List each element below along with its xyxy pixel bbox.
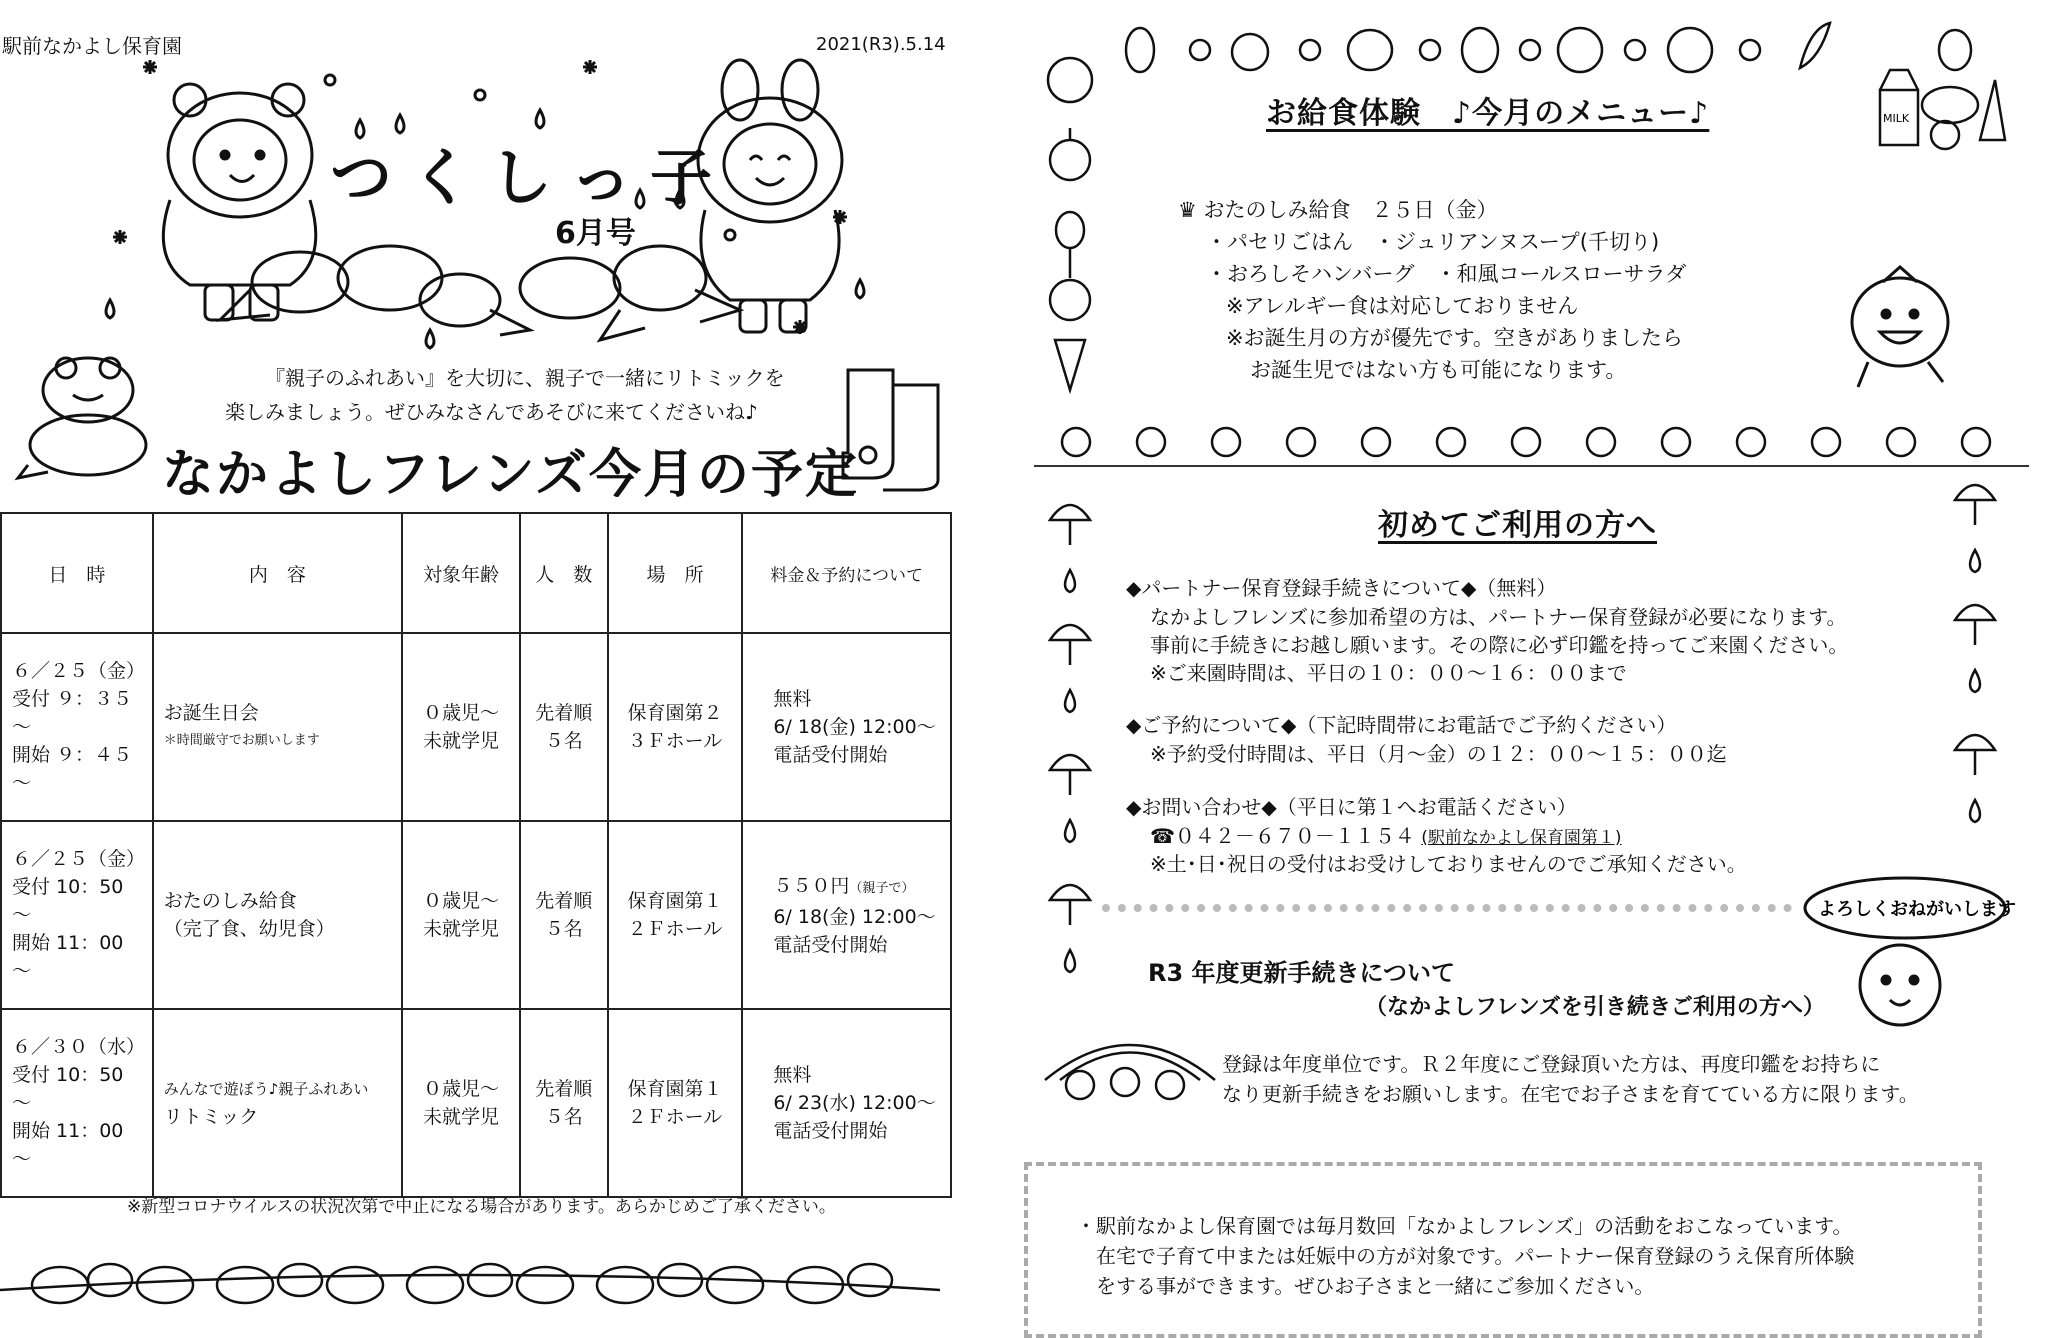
notice-line: をする事ができます。ぜひお子さまと一緒にご参加ください。 (1096, 1274, 1655, 1298)
reservation-title: ◆ご予約について◆（下記時間帯にお電話でご予約ください） (1126, 713, 1677, 737)
event-name: お誕生日会 (163, 702, 259, 724)
table-row (1, 821, 951, 1009)
renewal-subtitle: （なかよしフレンズを引き続きご利用の方へ） (1365, 995, 1825, 1020)
cell-place (608, 821, 743, 1009)
fee-amount: 無料 (773, 1064, 812, 1086)
age-to: 未就学児 (422, 730, 499, 752)
cell-datetime (1, 821, 153, 1009)
first-time-heading: 初めてご利用の方へ (1378, 508, 1657, 543)
cell-content (153, 1009, 402, 1197)
intro-line-2: 楽しみましょう。ぜひみなさんであそびに来てくださいね♪ (225, 400, 758, 424)
booking-start: 6/ 18(金) 12:00～ (773, 905, 936, 928)
cell-fee (742, 633, 951, 821)
place-room: ２Ｆホール (627, 1106, 723, 1128)
notice-line: ・駅前なかよし保育園では毎月数回「なかよしフレンズ」の活動をおこなっています。 (1076, 1214, 1853, 1238)
contact-title: ◆お問い合わせ◆（平日に第１へお電話ください） (1126, 795, 1577, 819)
place-room: ２Ｆホール (627, 918, 723, 940)
cell-capacity (520, 821, 608, 1009)
covid-note: ※新型コロナウイルスの状況次第で中止になる場合があります。あらかじめご了承ください。 (127, 1197, 836, 1217)
event-date: ６／２５（金） (12, 848, 146, 870)
event-note: ＊時間厳守でお願いします (163, 733, 320, 748)
fee-note: （親子で） (849, 880, 915, 896)
capacity-type: 先着順 (535, 890, 593, 912)
cell-place (608, 633, 743, 821)
meal-heading: お給食体験 ♪今月のメニュー♪ (1266, 96, 1710, 131)
age-from: ０歳児～ (422, 890, 499, 912)
event-name: リトミック (163, 1106, 259, 1128)
table-row (1, 1009, 951, 1197)
place-building: 保育園第１ (627, 1078, 723, 1100)
issue-number: 6月号 (555, 216, 636, 251)
kitchen-tools-column (1040, 50, 1100, 410)
contact-note: ※土･日･祝日の受付はお受けしておりませんのでご承知ください。 (1150, 852, 1747, 876)
meal-line: ♛ おたのしみ給食 ２５日（金） (1178, 198, 1498, 222)
tomato-mascot-icon (1848, 262, 1958, 392)
rainbow-kids-icon (1035, 1020, 1225, 1120)
booking-method: 電話受付開始 (773, 1120, 888, 1142)
reception-time: 受付 ９：３５～ (12, 688, 133, 738)
table-row (1, 633, 951, 821)
renewal-line: 登録は年度単位です。Ｒ２年度にご登録頂いた方は、再度印鑑をお持ちに (1222, 1052, 1881, 1076)
schedule-heading: なかよしフレンズ今月の予定 (162, 445, 860, 505)
cell-age (402, 821, 520, 1009)
greeting-bubble-text: よろしくおねがいします (1818, 899, 2016, 920)
groceries-icon (1875, 30, 2015, 150)
place-building: 保育園第１ (627, 890, 723, 912)
fee-amount: 無料 (773, 688, 812, 710)
meal-line: ・パセリごはん ・ジュリアンヌスープ(千切り) (1206, 230, 1660, 254)
section-divider (1034, 465, 2029, 467)
age-to: 未就学児 (422, 1106, 499, 1128)
reservation-line: ※予約受付時間は、平日（月～金）の１２：００～１５：００迄 (1150, 742, 1727, 766)
umbrella-column-left (1040, 490, 1100, 990)
intro-line-1: 『親子のふれあい』を大切に、親子で一緒にリトミックを (265, 366, 785, 390)
partner-line: なかよしフレンズに参加希望の方は、パートナー保育登録が必要になります。 (1150, 605, 1847, 629)
cell-age (402, 1009, 520, 1197)
newsletter-title: つくしっ子 (330, 141, 731, 214)
umbrella-column-right (1945, 470, 2005, 870)
phone-label: (駅前なかよし保育園第１) (1421, 828, 1622, 848)
col-header-capacity: 人 数 (520, 513, 608, 633)
event-name: おたのしみ給食 (163, 890, 297, 912)
cell-datetime (1, 633, 153, 821)
event-subtitle: （完了食、幼児食） (163, 918, 335, 940)
greeting-character-icon (1800, 870, 2016, 1040)
kids-eating-border (1036, 420, 2026, 470)
partner-line: 事前に手続きにお越し願います。その際に必ず印鑑を持ってご来園ください。 (1150, 633, 1849, 657)
booking-method: 電話受付開始 (773, 744, 888, 766)
cell-fee (742, 1009, 951, 1197)
booking-method: 電話受付開始 (773, 933, 888, 956)
col-header-place: 場 所 (608, 513, 743, 633)
reception-time: 受付 10：50～ (12, 876, 124, 926)
org-name: 駅前なかよし保育園 (2, 34, 182, 58)
age-from: ０歳児～ (422, 1078, 499, 1100)
meal-line: ※アレルギー食は対応しておりません (1226, 294, 1579, 318)
age-to: 未就学児 (422, 918, 499, 940)
start-time: 開始 11：00～ (12, 932, 124, 982)
notice-line: 在宅で子育て中または妊娠中の方が対象です。パートナー保育登録のうえ保育所体験 (1096, 1244, 1855, 1268)
meal-line: ※お誕生月の方が優先です。空きがありましたら (1226, 326, 1683, 350)
partner-line: ※ご来園時間は、平日の１０：００～１６：００まで (1150, 661, 1627, 685)
start-time: 開始 11：00～ (12, 1120, 124, 1170)
dotted-separator (1102, 904, 1792, 912)
booking-start: 6/ 23(水) 12:00～ (773, 1092, 936, 1114)
renewal-line: なり更新手続きをお願いします。在宅でお子さまを育てている方に限ります。 (1222, 1082, 1919, 1106)
col-header-fee: 料金＆予約について (742, 513, 951, 633)
cell-fee (742, 821, 951, 1009)
fee-amount: ５５０円（親子で） (773, 874, 915, 897)
issue-date: 2021(R3).5.14 (816, 34, 946, 55)
start-time: 開始 ９：４５～ (12, 744, 133, 794)
col-header-age: 対象年齢 (402, 513, 520, 633)
capacity-count: ５名 (544, 918, 583, 940)
place-room: ３Ｆホール (627, 730, 723, 752)
col-header-datetime: 日 時 (1, 513, 153, 633)
cell-capacity (520, 633, 608, 821)
capacity-type: 先着順 (535, 702, 593, 724)
col-header-content: 内 容 (153, 513, 402, 633)
cell-age (402, 633, 520, 821)
cell-content (153, 633, 402, 821)
reception-time: 受付 10：50～ (12, 1064, 124, 1114)
frog-flower-border (0, 1250, 940, 1310)
cell-content (153, 821, 402, 1009)
capacity-type: 先着順 (535, 1078, 593, 1100)
booking-start: 6/ 18(金) 12:00～ (773, 716, 936, 738)
age-from: ０歳児～ (422, 702, 499, 724)
partner-title: ◆パートナー保育登録手続きについて◆（無料） (1126, 576, 1557, 600)
place-building: 保育園第２ (627, 702, 723, 724)
milk-label: MILK (1883, 112, 1910, 125)
event-date: ６／２５（金） (12, 660, 146, 682)
phone-number[interactable]: ☎０４２－６７０－１１５４ (1150, 824, 1415, 848)
capacity-count: ５名 (544, 730, 583, 752)
cell-capacity (520, 1009, 608, 1197)
cell-place (608, 1009, 743, 1197)
cell-datetime (1, 1009, 153, 1197)
capacity-count: ５名 (544, 1106, 583, 1128)
event-note: みんなで遊ぼう♪親子ふれあい (163, 1080, 369, 1098)
frog-hydrangea-icon (18, 350, 158, 480)
schedule-table (0, 512, 952, 1198)
renewal-title: R3 年度更新手続きについて (1148, 959, 1456, 987)
meal-line: ・おろしそハンバーグ ・和風コールスローサラダ (1206, 262, 1687, 286)
table-header-row (1, 513, 951, 633)
contact-phone-line (1150, 820, 1622, 849)
meal-line: お誕生児ではない方も可能になります。 (1250, 358, 1627, 382)
event-date: ６／３０（水） (12, 1036, 146, 1058)
